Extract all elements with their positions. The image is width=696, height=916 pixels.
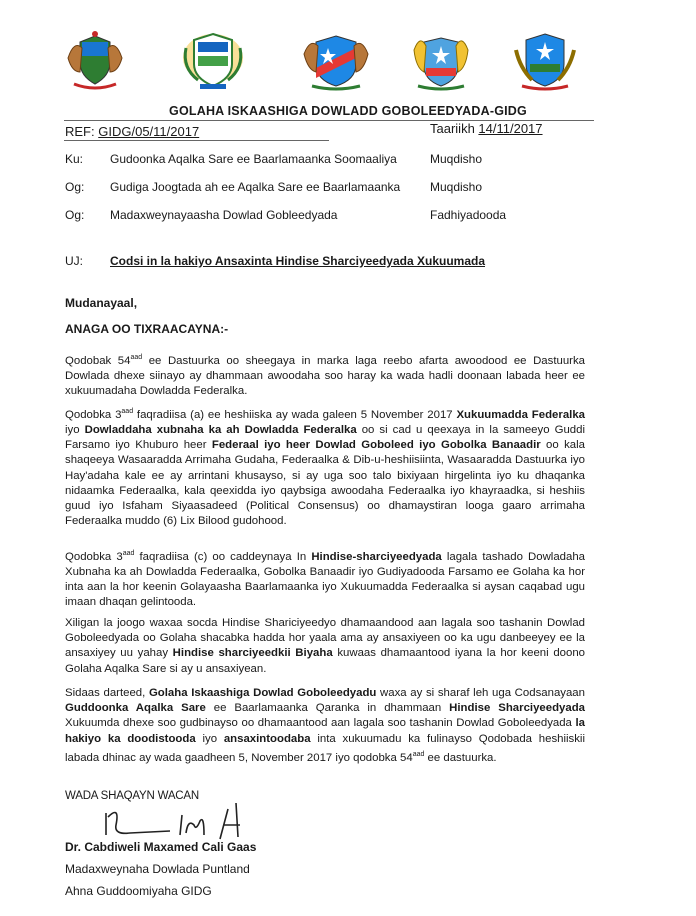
- signatory-title: Madaxweynaha Dowlada Puntland: [65, 862, 250, 876]
- date-label: Taariikh: [430, 121, 475, 136]
- recipient-place: Muqdisho: [430, 180, 483, 194]
- letter-date: [430, 121, 543, 136]
- reference-number: [65, 124, 199, 139]
- recipient-place: Muqdisho: [430, 152, 483, 166]
- paragraph-5: Sidaas darteed, Golaha Iskaashiga Dowlad Goboleedyadu waxa ay si sharaf leh uga Codsanayaan Guddoonka Aqalka Sare ee Baarlamaanka Qaranka in dhammaan Hindise Sharciyeedyada Xukuumda dhexe soo gudbinayso oo dhamaantood aan lagala soo tashanin Dowlad Goboleedyada la hakiyo ka doodistooda iyo ansaxintoodaba inta xukuumadu ka fulinayso Qodobada heshiiskii labada dhinac ay wada gaadheen 5, November 2017 iyo qodobka $54^{aad}$ ee dastuurka.: [65, 687, 585, 764]
- paragraph-2: Qodobka $3^{aad}$ faqradiisa (a) ee heshiiska ay wada galeen 5 November 2017 Xukuumadda Federalka iyo Dowladdaha xubnaha ka ah Dowladda Federalka oo si cad u qeexaya in la sameeyo Guddi Farsamo iyo Khuburo heer Federaal iyo heer Dowlad Goboleed iyo Gobolka Banaadir oo kala shaqeeya Wasaaradda Arrimaha Gudaha, Federaalka & Dib-u-heshiisiinta, Wasaaradda Dastuurka iyo Hay'adaha kale ee ay arrintani khusayso, si ay uga soo talo bixiyaan hirgelinta iyo ku dhaqanka nidaamka Federaalka, kala qeexidda iyo qaybsiga awoodaha Federaalka iyo khayraadka, si heshiis guud iyo Isfaham Siyaasadeed (Political Consensus) oo dhamaystiran looga gaaro arrimaha Federaalka muddo (6) Lix Bilood gudohood.: [65, 408, 585, 528]
- subject-key: UJ:: [65, 254, 83, 268]
- paragraph-3: Qodobka $3^{aad}$ faqradiisa (c) oo caddeynaya In Hindise-sharciyeedyada lagala tashado Dowladaha Xubnaha ka ah Dowladda Federaalka, Gobolka Banaadir iyo Gudiyadooda Farsamo ee Golaha ka hor inta aan la hor keenin Golayaasha Baarlamaanka iyo Xukuumadda Federaalka si aysan caqabad ugu imaan dhaqan gelintooda.: [65, 550, 586, 609]
- handwritten-signature-icon: [100, 795, 280, 845]
- signatory-role: Ahna Guddoomiyaha GIDG: [65, 884, 212, 898]
- paragraph-4: Xiligan la joogo waxaa socda Hindise Shariciyeedyo dhamaandood aan lagala soo tashanin Dowlad Goboleedyada oo Golaha shacabka hadda hor yaala ama ay ansaxiyeen oo ka ugu danbeeyey ee la ansaxiyey uu yahay Hindise sharciyeedkii Biyaha kuwaas dhamaantood iyana la hor keeni doono Golaha Aqalka Sare si ay u ansaxiyean.: [65, 617, 585, 675]
- ref-divider: [64, 140, 329, 141]
- closing-text: WADA SHAQAYN WACAN: [65, 790, 199, 802]
- salutation: Mudanayaal,: [65, 296, 138, 310]
- recipient-text: Madaxweynayaasha Dowlad Gobleedyada: [110, 208, 338, 222]
- jubaland-emblem-icon: [178, 28, 248, 94]
- ref-value: GIDG/05/11/2017: [98, 124, 200, 139]
- puntland-emblem-icon: [60, 28, 130, 94]
- subject-text: Codsi in la hakiyo Ansaxinta Hindise Sharciyeedyada Xukuumada: [110, 254, 486, 268]
- recipient-key: Ku:: [65, 152, 84, 166]
- signatory-name: Dr. Cabdiweli Maxamed Cali Gaas: [65, 840, 257, 854]
- recipient-text: Gudoonka Aqalka Sare ee Baarlamaanka Soomaaliya: [110, 152, 397, 166]
- date-value: 14/11/2017: [478, 121, 543, 136]
- hirshabelle-emblem-icon: [510, 28, 580, 94]
- recipient-place: Fadhiyadooda: [430, 208, 507, 222]
- logos-row: [60, 28, 580, 94]
- organization-title: GOLAHA ISKAASHIGA DOWLADD GOBOLEEDYADA-GIDG: [169, 104, 527, 118]
- recipient-key: Og:: [65, 208, 85, 222]
- recipient-key: Og:: [65, 180, 85, 194]
- southwest-emblem-icon: [406, 28, 476, 94]
- galmudug-emblem-icon: [298, 28, 374, 94]
- ref-label: REF:: [65, 124, 95, 139]
- intro-heading: ANAGA OO TIXRAACAYNA:-: [65, 322, 229, 336]
- recipient-text: Gudiga Joogtada ah ee Aqalka Sare ee Baarlamaanka: [110, 180, 401, 194]
- paragraph-1: Qodobak $54^{aad}$ ee Dastuurka oo sheegaya in marka laga reebo afarta awoodood ee Dastuurka Dowlada dhexe siinayo ay dhammaan awoodaha soo haray ka wada hadli doonaan labada heer ee xukuumadaha Dowladda Federalka.: [65, 354, 585, 398]
